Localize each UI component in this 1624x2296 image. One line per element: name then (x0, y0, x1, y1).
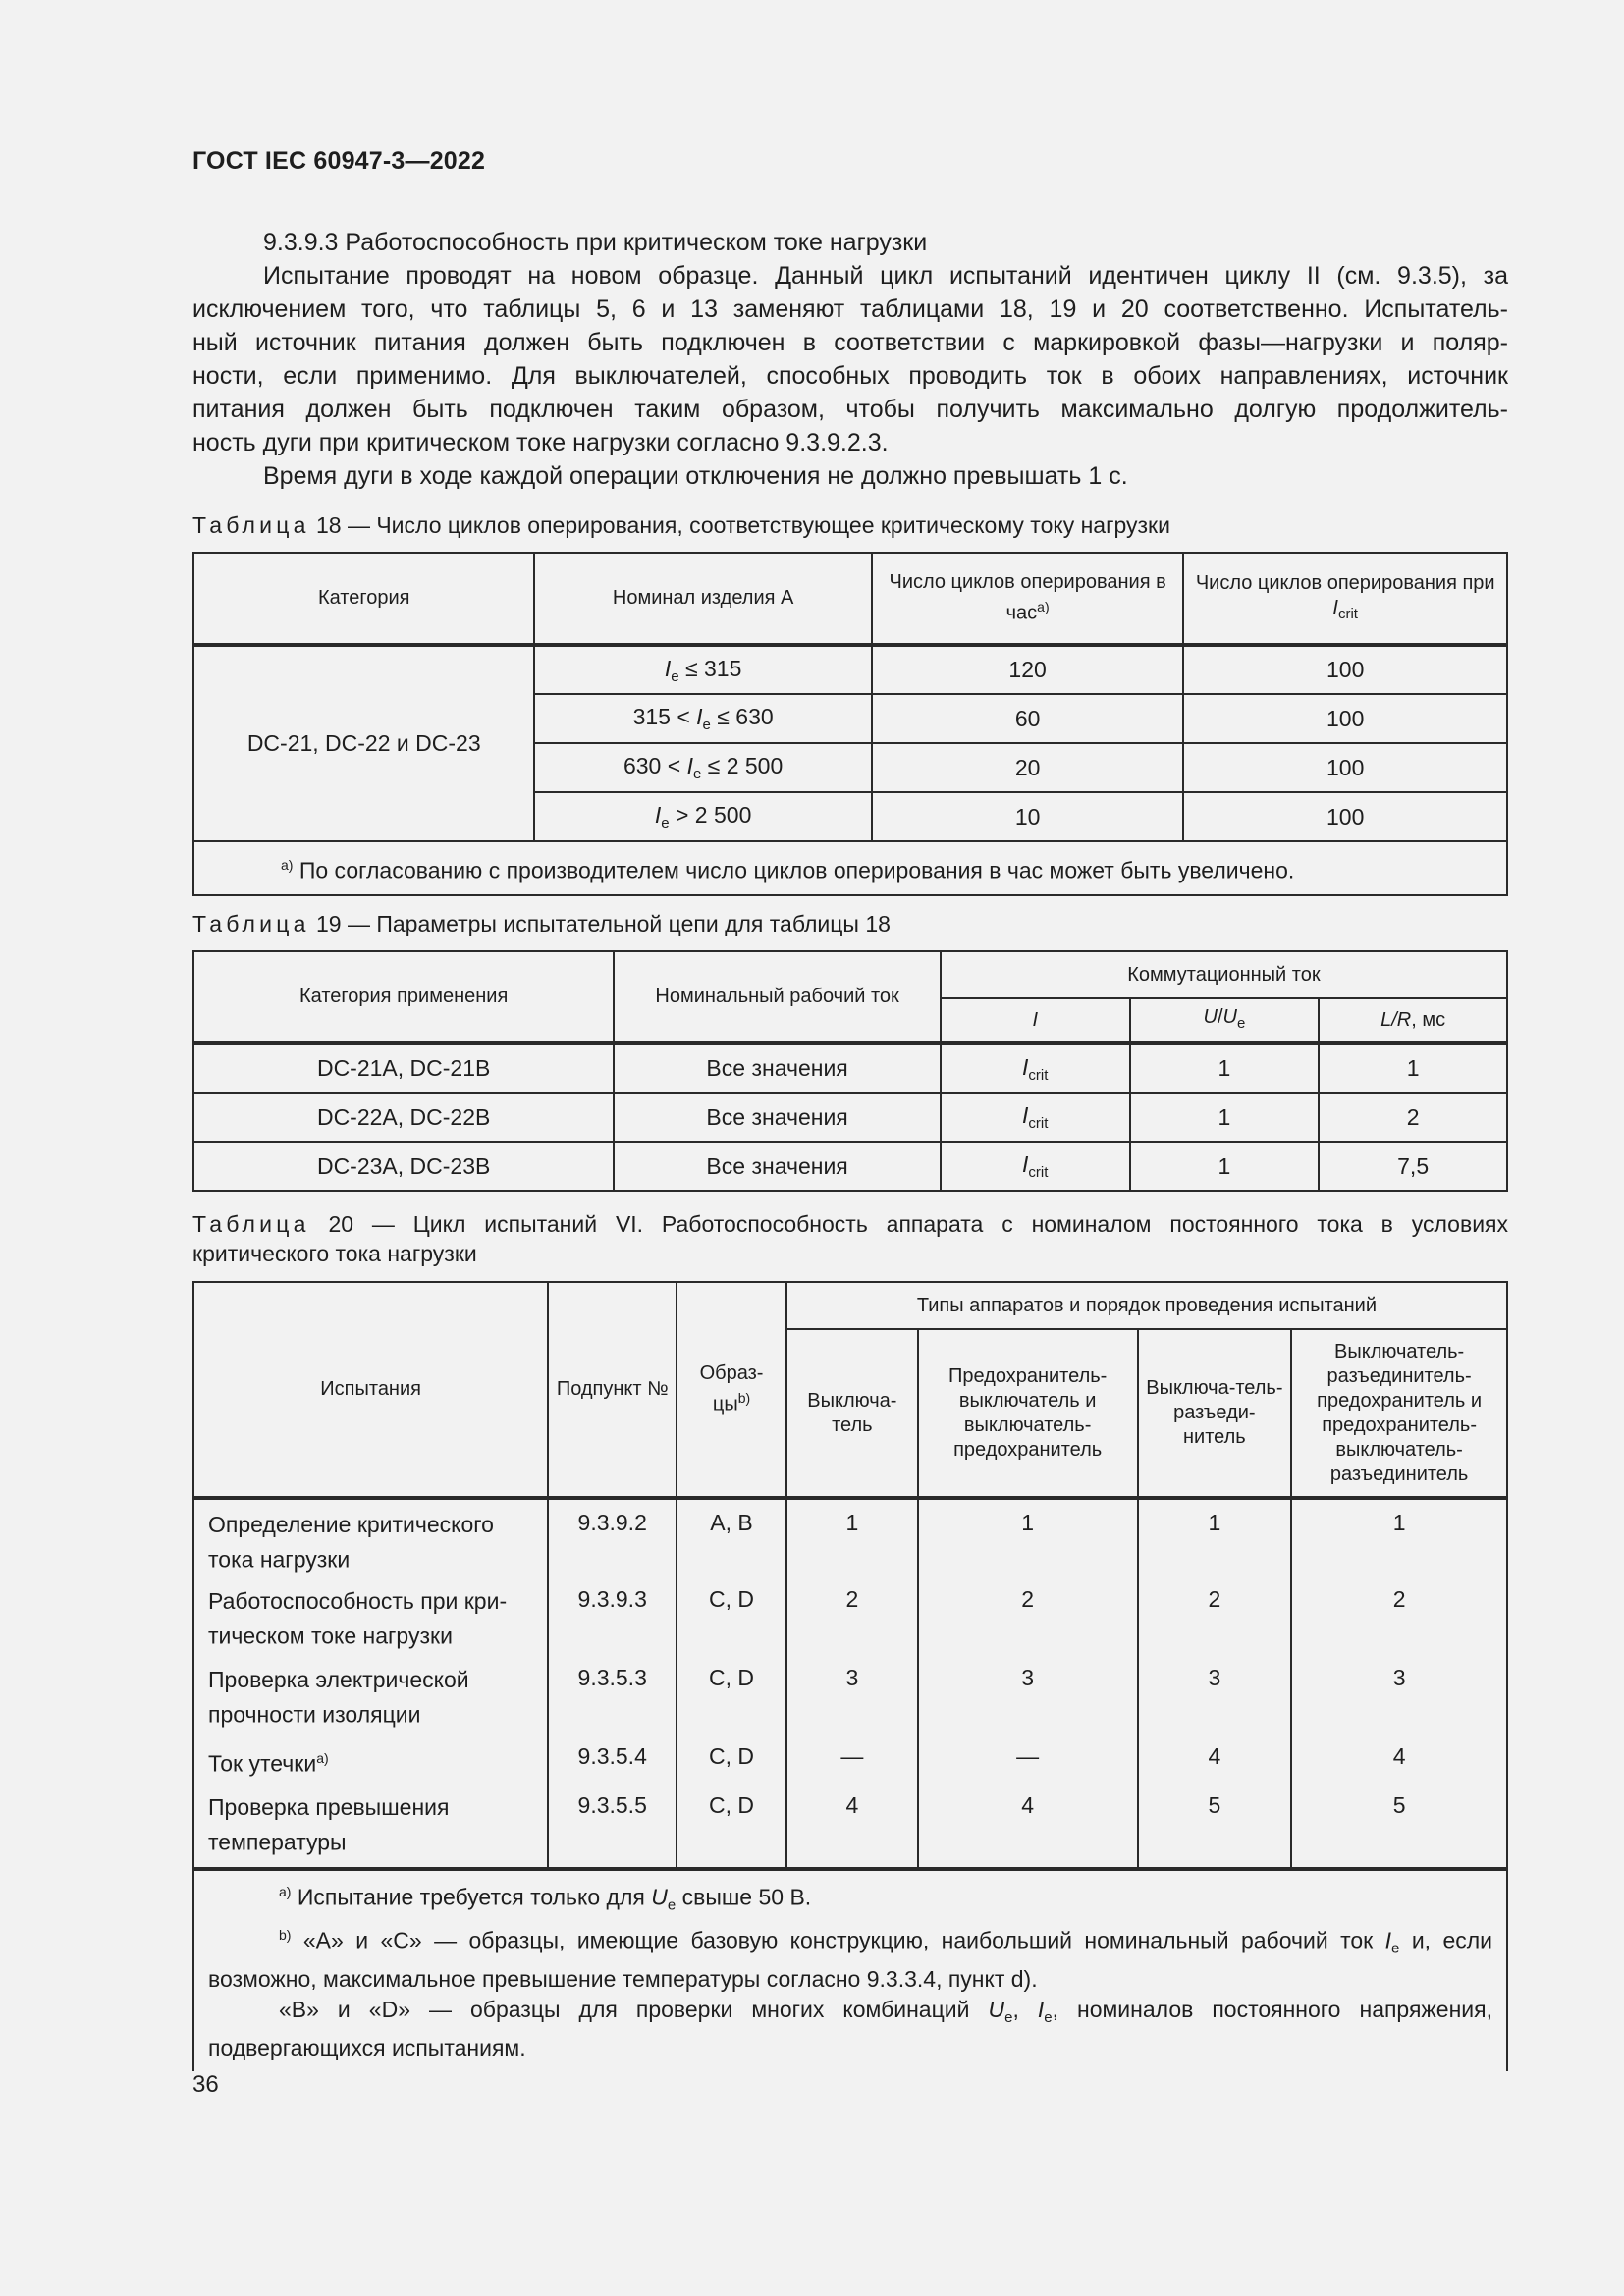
section-heading: 9.3.9.3 Работоспособность при критическом токе нагрузки (263, 229, 928, 256)
paragraph-line: питания должен быть подключен таким образом, чтобы получить максимально долгую продолжитель- (192, 396, 1508, 423)
table-row (193, 1142, 1507, 1191)
lr-cell: 2 (1319, 1093, 1507, 1142)
table-20 (192, 1281, 1508, 2071)
per-hour-cell: 60 (872, 694, 1184, 743)
header-i: I (941, 998, 1130, 1043)
header-l-r: L/R, мс (1319, 998, 1507, 1043)
header-category: Категория (193, 553, 534, 645)
order-cell: 4 (1291, 1734, 1507, 1783)
order-cell: — (918, 1734, 1138, 1783)
order-cell: 1 (918, 1498, 1138, 1576)
header-fuse-disconnector: Выключатель-разъединитель-предохранитель и предохранитель-выключатель-разъединитель (1291, 1329, 1507, 1498)
per-hour-cell: 120 (872, 645, 1184, 694)
order-cell: 4 (918, 1783, 1138, 1869)
order-cell: 1 (1291, 1498, 1507, 1576)
test-cell: Работоспособность при кри-тическом токе нагрузки (193, 1576, 548, 1655)
table-20-caption: Таблица 20 — Цикл испытаний VI. Работоспособность аппарата с номиналом постоянного тока в условиях критического тока нагрузки (192, 1211, 1508, 1266)
order-cell: — (786, 1734, 918, 1783)
table-row (193, 1734, 1507, 1783)
document-header: ГОСТ IEC 60947-3—2022 (192, 147, 486, 175)
header-device-types: Типы аппаратов и порядок проведения испытаний (786, 1282, 1507, 1329)
table-footnote-row (193, 1869, 1507, 2071)
table-row (193, 1093, 1507, 1142)
rating-cell: $315 < I_e \le 630$ (534, 694, 871, 743)
current-cell: Все значения (614, 1142, 941, 1191)
paragraph-line: ности, если применимо. Для выключателей, способных проводить ток в обоих направлениях, источник (192, 362, 1508, 390)
header-fuse-switch: Предохранитель-выключатель и выключатель-предохранитель (918, 1329, 1138, 1498)
rating-cell: $I_e \le 315$ (534, 645, 871, 694)
paragraph-line: ность дуги при критическом токе нагрузки согласно 9.3.9.2.3. (192, 429, 889, 456)
category-cell: DC-22A, DC-22B (193, 1093, 614, 1142)
section-text (192, 226, 1508, 493)
order-cell: 2 (786, 1576, 918, 1655)
header-cycles-at-icrit: Число циклов оперирования при $I_{crit}$ (1183, 553, 1507, 645)
category-cell: DC-23A, DC-23B (193, 1142, 614, 1191)
i-cell: $I_{crit}$ (941, 1142, 1130, 1191)
table-18 (192, 552, 1508, 896)
lr-cell: 1 (1319, 1043, 1507, 1093)
samples-cell: A, B (677, 1498, 786, 1576)
order-cell: 1 (786, 1498, 918, 1576)
header-disconnector: Выключа-тель-разъеди-нитель (1138, 1329, 1292, 1498)
at-icrit-cell: 100 (1183, 645, 1507, 694)
current-cell: Все значения (614, 1043, 941, 1093)
footnote: $^{a)}$ По согласованию с производителем число циклов оперирования в час может быть увеличено. (193, 841, 1507, 895)
u-cell: 1 (1130, 1093, 1320, 1142)
test-cell: Определение критического тока нагрузки (193, 1498, 548, 1576)
table-footnotes (193, 1869, 1507, 2071)
order-cell: 3 (786, 1655, 918, 1734)
per-hour-cell: 10 (872, 792, 1184, 841)
clause-cell: 9.3.9.2 (548, 1498, 677, 1576)
header-application-category: Категория применения (193, 951, 614, 1043)
header-samples: Образ-$цы^{b)}$ (677, 1282, 786, 1498)
table-row (193, 1576, 1507, 1655)
footnote-b: $^{b)}$ «A» и «C» — образцы, имеющие базовую конструкцию, наибольший номинальный рабочий ток $I_e$ и, если возможно, максимальное превышение температуры согласно 9.3.3.4, пункт d). (208, 1927, 1493, 1992)
u-cell: 1 (1130, 1043, 1320, 1093)
order-cell: 2 (1291, 1576, 1507, 1655)
current-cell: Все значения (614, 1093, 941, 1142)
clause-cell: 9.3.9.3 (548, 1576, 677, 1655)
header-tests: Испытания (193, 1282, 548, 1498)
category-cell: DC-21, DC-22 и DC-23 (193, 645, 534, 841)
at-icrit-cell: 100 (1183, 792, 1507, 841)
header-rating: Номинал изделия А (534, 553, 871, 645)
paragraph-line: исключением того, что таблицы 5, 6 и 13 заменяют таблицами 18, 19 и 20 соответственно. Испытатель- (192, 295, 1508, 323)
header-clause: Подпункт № (548, 1282, 677, 1498)
test-cell: Проверка превышения температуры (193, 1783, 548, 1869)
rating-cell: $630 < I_e \le 2$ 500 (534, 743, 871, 792)
order-cell: 2 (1138, 1576, 1292, 1655)
paragraph-arc-time: Время дуги в ходе каждой операции отключения не должно превышать 1 с. (263, 462, 1128, 490)
table-18-caption: Таблица 18 — Число циклов оперирования, соответствующее критическому току нагрузки (192, 512, 1170, 538)
clause-cell: 9.3.5.4 (548, 1734, 677, 1783)
header-rated-current: Номинальный рабочий ток (614, 951, 941, 1043)
test-cell: Проверка электрической прочности изоляции (193, 1655, 548, 1734)
table-row (193, 1498, 1507, 1576)
at-icrit-cell: 100 (1183, 694, 1507, 743)
header-u-ue: $U/U_e$ (1130, 998, 1320, 1043)
i-cell: $I_{crit}$ (941, 1043, 1130, 1093)
header-cycles-per-hour: Число циклов оперирования в час$^{a)}$ (872, 553, 1184, 645)
at-icrit-cell: 100 (1183, 743, 1507, 792)
table-19 (192, 950, 1508, 1192)
rating-cell: $I_e > 2$ 500 (534, 792, 871, 841)
i-cell: $I_{crit}$ (941, 1093, 1130, 1142)
header-switching-current: Коммутационный ток (941, 951, 1507, 998)
table-row (193, 1043, 1507, 1093)
u-cell: 1 (1130, 1142, 1320, 1191)
table-row (193, 645, 1507, 694)
header-switch: Выключа-тель (786, 1329, 918, 1498)
table-row (193, 1655, 1507, 1734)
table-19-caption: Таблица 19 — Параметры испытательной цепи для таблицы 18 (192, 911, 891, 936)
samples-cell: C, D (677, 1734, 786, 1783)
lr-cell: 7,5 (1319, 1142, 1507, 1191)
order-cell: 4 (786, 1783, 918, 1869)
order-cell: 4 (1138, 1734, 1292, 1783)
table-footnote-row (193, 841, 1507, 895)
table-row (193, 1783, 1507, 1869)
test-cell: Ток утечки$^{a)}$ (193, 1734, 548, 1783)
paragraph-line: Испытание проводят на новом образце. Данный цикл испытаний идентичен циклу II (см. 9.3.5), за (263, 262, 1508, 290)
order-cell: 3 (918, 1655, 1138, 1734)
samples-cell: C, D (677, 1655, 786, 1734)
footnote-a: $^{a)}$ Испытание требуется только для $U_e$ свыше 50 В. (279, 1883, 812, 1914)
footnote-c: «B» и «D» — образцы для проверки многих комбинаций $U_e$, $I_e$, номиналов постоянного напряжения, подвергающихся испытаниям. (208, 1996, 1492, 2060)
paragraph-line: ный источник питания должен быть подключен в соответствии с маркировкой фазы—нагрузки и поляр- (192, 329, 1508, 356)
order-cell: 3 (1291, 1655, 1507, 1734)
samples-cell: C, D (677, 1783, 786, 1869)
page-number: 36 (192, 2071, 219, 2098)
order-cell: 2 (918, 1576, 1138, 1655)
clause-cell: 9.3.5.5 (548, 1783, 677, 1869)
category-cell: DC-21A, DC-21B (193, 1043, 614, 1093)
clause-cell: 9.3.5.3 (548, 1655, 677, 1734)
order-cell: 3 (1138, 1655, 1292, 1734)
order-cell: 1 (1138, 1498, 1292, 1576)
samples-cell: C, D (677, 1576, 786, 1655)
order-cell: 5 (1138, 1783, 1292, 1869)
per-hour-cell: 20 (872, 743, 1184, 792)
order-cell: 5 (1291, 1783, 1507, 1869)
